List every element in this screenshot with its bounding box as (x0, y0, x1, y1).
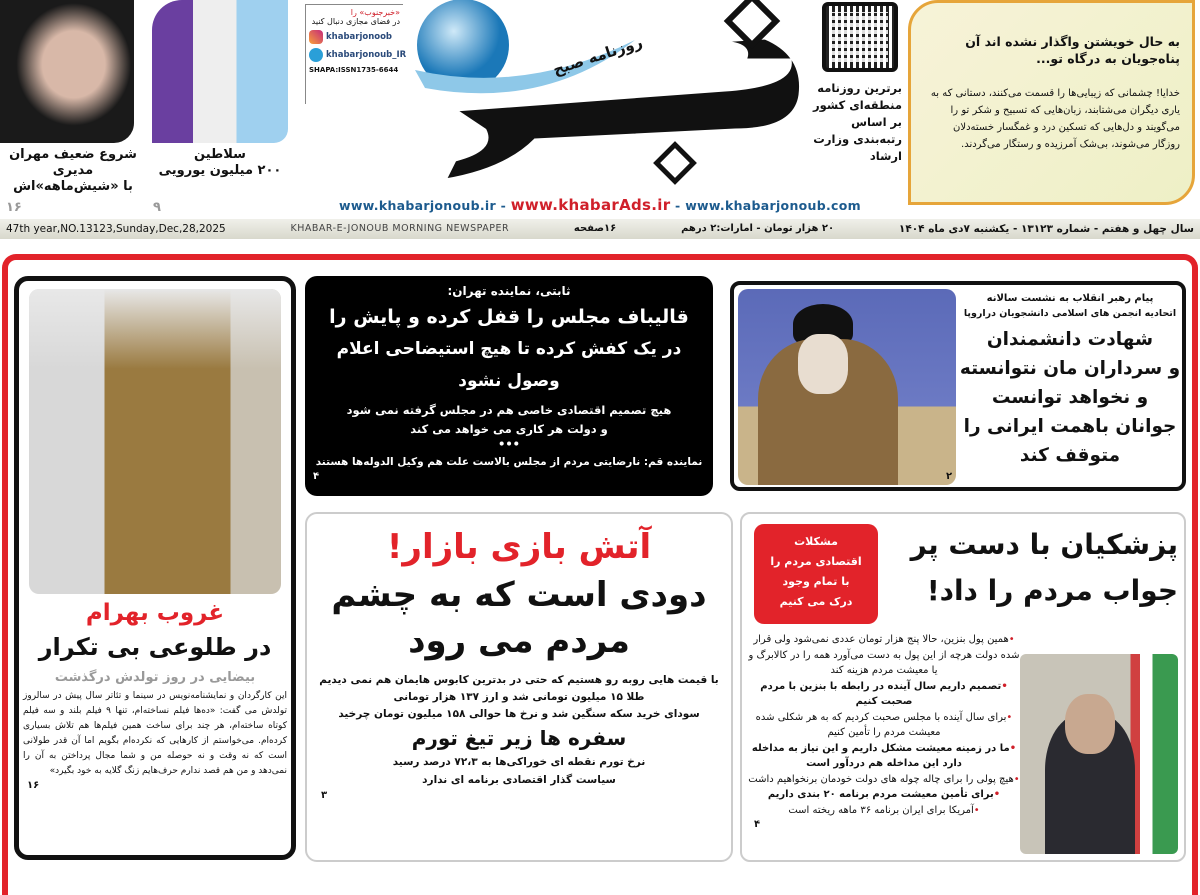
subhead-line: هیچ تصمیم اقتصادی خاصی هم در مجلس گرفته نمی شود (346, 403, 672, 417)
tail-line: سیاست گذار اقتصادی برنامه ای ندارد (422, 774, 616, 786)
page-number: ۹ (153, 200, 161, 215)
instagram-handle: khabarjonoob (326, 32, 393, 42)
caption-line: سلاطین (194, 147, 246, 162)
url-separator: - (495, 198, 511, 213)
headline-line: پزشکیان با دست پر (910, 528, 1178, 561)
quote-title: به حال خویشتن واگذار نشده اند آن پناه‌جویان به درگاه تو... (965, 34, 1180, 66)
headline-red: آتش بازی بازار! (386, 527, 652, 567)
telegram-icon (309, 48, 323, 62)
kicker: پیام رهبر انقلاب به نشست سالانه (986, 293, 1154, 304)
leader-text (959, 291, 1181, 470)
beyzaie-photo (29, 289, 281, 594)
kicker: ثابتی، نماینده تهران: (447, 284, 571, 298)
page-number: ۱۶ (6, 200, 22, 215)
page-number: ۴ (313, 471, 320, 482)
bullet-item: •هیچ پولی را برای چاله چوله های دولت خودمان برنخواهیم داشت (748, 773, 1020, 785)
caption-line: ۲۰۰ میلیون یورویی (158, 163, 282, 178)
beyzaie-text (23, 597, 287, 792)
website-urls (300, 196, 900, 214)
caption-line: شروع ضعیف مهران مدیری (9, 147, 137, 178)
issn: SHAPA:ISSN1735-6644 (309, 66, 399, 74)
ranking-text: برترین روزنامه منطقه‌ای کشور بر اساس رتبه‌بندی وزارت ارشاد (813, 81, 902, 163)
headline-line: مردم می رود (408, 621, 630, 661)
headline: در طلوعی بی تکرار (38, 633, 272, 661)
subhead: سفره ها زیر تیغ تورم (411, 726, 627, 750)
caption-line: با «شیش‌ماهه»‌اش (13, 179, 133, 194)
badge-line: درک می کنیم (779, 595, 853, 608)
leader-story[interactable] (730, 281, 1186, 491)
issue-info-strip (0, 219, 1200, 239)
bullet-item: •برای سال آینده با مجلس صحبت کردیم که به هر شکلی شده معیشت مردم را تأمین کنیم (755, 711, 1013, 738)
bullet-item: •برای تأمین معیشت مردم برنامه ۲۰ بندی داریم (767, 789, 1001, 800)
bullet-item: •آمریکا برای ایران برنامه ۳۶ ماهه ریخته است (788, 804, 980, 816)
headline-red: غروب بهرام (85, 600, 225, 626)
price: ۲۰ هزار تومان - امارات:۲ درهم (681, 223, 835, 234)
ads-url-link[interactable]: www.khabarAds.ir (510, 196, 671, 214)
page-number: ۱۶ (27, 780, 40, 791)
instagram-link[interactable] (309, 30, 400, 44)
logo-subtitle: روزنامه صبح (550, 32, 645, 79)
headline-line: دودی است که به چشم (331, 575, 707, 615)
pezeshkian-story[interactable] (740, 512, 1186, 862)
badge-line: با تمام وجود (782, 575, 850, 588)
body: این کارگردان و نمایشنامه‌نویس در سینما و تئاتر سال پیش در سالروز تولدش می گفت: «ده‌ها فیلم نساخته‌ام، تنها ۹ فیلم بلند و سه فیلم کوتاه ساخته‌ام، هر چند برای ساخت همین فیلم‌ها هم تلاش بسیاری کرده‌ام. می‌خواستم از کارهایی که نکرده‌ام بگویم اما آن قدر طولانی است که نه وقت و نه حوصله من و شما مجال پرداختن به آن را نمی‌دهد و من هم قصد ندارم حرف‌هایم زنگ گلایه به خود بگیرد» (23, 691, 287, 776)
sports-teaser-photo[interactable] (152, 0, 288, 143)
headline (959, 325, 1181, 470)
paper-name-english: KHABAR-E-JONOUB MORNING NEWSPAPER (290, 223, 510, 234)
cinema-teaser-caption[interactable] (0, 147, 146, 195)
headline (878, 522, 1178, 614)
subhead: بیضایی در روز تولدش درگذشت (54, 670, 256, 685)
body-line: با قیمت هایی روبه رو هستیم که حتی در بدترین کابوس هایمان هم نمی دیدیم (319, 674, 719, 686)
date-persian: سال چهل و هفتم - شماره ۱۳۱۲۳ - یکشنبه ۷دی ماه ۱۴۰۴ (898, 223, 1194, 235)
newspaper-logo[interactable] (405, 0, 810, 190)
headline-line: قالیباف مجلس را قفل کرده و پایش را (329, 306, 689, 328)
social-intro: در فضای مجازی دنبال کنید (311, 17, 400, 26)
date-english: 47th year,NO.13123,Sunday,Dec,28,2025 (6, 223, 226, 235)
beyzaie-story[interactable] (14, 276, 296, 860)
market-story[interactable] (305, 512, 733, 862)
headline-line: شهادت دانشمندان (986, 329, 1154, 350)
quote-body: خدایا! چشمانی که زیبایی‌ها را قسمت می‌کنند، دستانی که به یاری دیگران می‌شتابند، زبان‌هایی که تسبیح و شکر تو را می‌گویند و دل‌هایی که تسکین درد و غمگسار خسته‌دلان روزگار می‌شوند، بی‌شک آمرزیده و رستگار می‌گردند. (930, 88, 1180, 150)
tail: نماینده قم: نارضایتی مردم از مجلس بالاست علت هم وکیل الدوله‌ها هستند (315, 456, 703, 468)
page-number: ۲ (946, 471, 953, 482)
sports-teaser-caption[interactable] (150, 147, 290, 179)
pezeshkian-photo (1020, 654, 1178, 854)
tail-line: نرخ تورم نقطه ای خوراکی‌ها به ۷۲،۳ درصد رسید (392, 756, 646, 768)
leader-photo (738, 289, 956, 485)
quote-box (908, 0, 1195, 205)
headline-line: جواب مردم را داد! (926, 574, 1178, 607)
headline-line: و نخواهد توانست (991, 387, 1149, 408)
cinema-teaser-photo[interactable] (0, 0, 134, 143)
bullet-item: •تصمیم داریم سال آینده در رابطه با بنزین با مردم صحبت کنیم (760, 680, 1008, 707)
headline-line: متوقف کند (1019, 445, 1121, 466)
url-separator: - (670, 198, 686, 213)
body-line: سودای خرید سکه سنگین شد و نرخ ها حوالی ۱۵۸ میلیون تومان چرخید (338, 708, 700, 720)
bullet-item: •همین پول بنزین، حالا پنج هزار تومان عددی نمی‌شود ولی قرار شده دولت هرچه از این پول به دست می‌آورد همه را در کالابرگ و یا معیشت مردم هزینه کند (748, 634, 1020, 676)
headline (313, 301, 705, 397)
headline-line: جوانان باهمت ایرانی را (963, 416, 1177, 437)
majlis-story[interactable] (305, 276, 713, 496)
body-line: طلا ۱۵ میلیون تومانی شد و ارز ۱۳۷ هزار تومانی (393, 691, 645, 703)
qr-code-icon[interactable] (822, 2, 898, 72)
bullet-item: •ما در زمینه معیشت مشکل داریم و این نیاز به مداخله دارد این مداخله هم دردآور است (751, 742, 1017, 769)
kicker: اتحادیه انجمن های اسلامی دانشجویان دراروپا (963, 308, 1177, 319)
subhead-line: و دولت هر کاری می خواهد می کند (410, 422, 608, 436)
bullet-list (746, 632, 1022, 831)
social-brand: «خبرجنوب» را (350, 8, 400, 17)
page-number: ۳ (321, 790, 328, 801)
page-count: ۱۶صفحه (573, 223, 617, 234)
separator-dots: ••• (497, 437, 521, 451)
telegram-link[interactable] (309, 48, 407, 62)
url-link[interactable]: www.khabarjonoub.ir (339, 198, 496, 213)
page-number: ۴ (754, 819, 761, 830)
quote-badge (754, 524, 878, 624)
badge-line: مشکلات (794, 535, 838, 548)
url-link[interactable]: www.khabarjonoub.com (685, 198, 861, 213)
badge-line: اقتصادی مردم را (770, 555, 862, 568)
headline-line: و سرداران مان نتوانسته (959, 358, 1181, 379)
telegram-handle: khabarjonoub_IR (326, 50, 407, 60)
headline-line: در یک کفش کرده تا هیچ استیضاحی اعلام وصول نشود (336, 339, 682, 391)
instagram-icon (309, 30, 323, 44)
social-box (305, 4, 407, 104)
